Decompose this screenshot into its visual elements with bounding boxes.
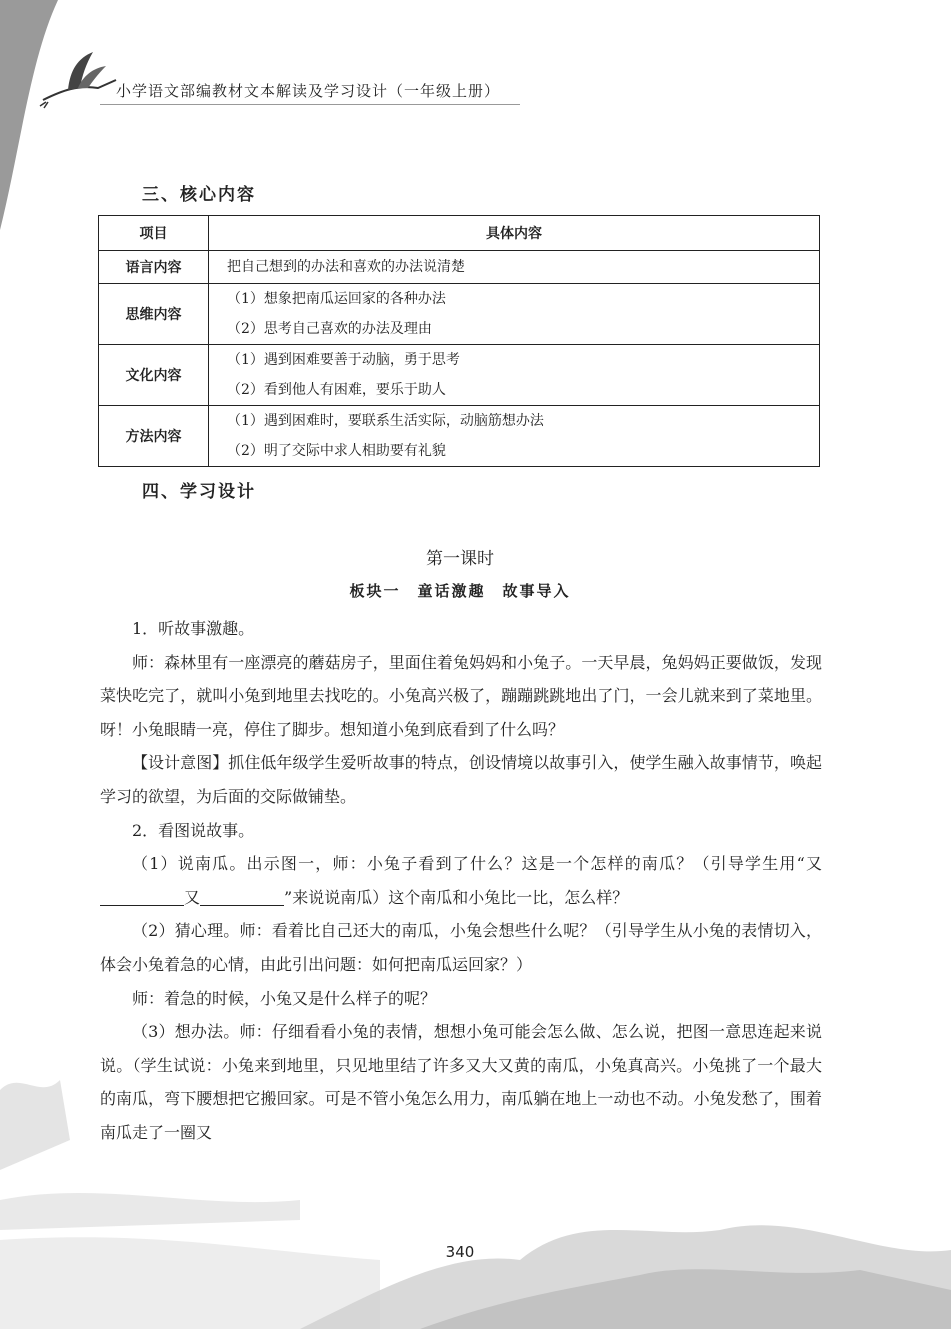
table-header-detail: 具体内容 bbox=[209, 216, 820, 251]
table-row-category: 文化内容 bbox=[99, 345, 209, 406]
fill-text-before: （1）说南瓜。出示图一，师：小兔子看到了什么？这是一个怎样的南瓜？（引导学生用“又 bbox=[132, 854, 822, 874]
section-title-learning-design: 四、学习设计 bbox=[142, 482, 256, 502]
table-row-category: 思维内容 bbox=[99, 284, 209, 345]
content-line: （2）看到他人有困难，要乐于助人 bbox=[227, 382, 446, 398]
content-line: （1）想象把南瓜运回家的各种办法 bbox=[227, 291, 446, 307]
table-row-category: 语言内容 bbox=[99, 251, 209, 284]
header-divider bbox=[100, 104, 520, 105]
table-header-item: 项目 bbox=[99, 216, 209, 251]
fill-text-after: ”来说说南瓜）这个南瓜和小兔比一比，怎么样？ bbox=[284, 887, 629, 907]
table-row-content bbox=[209, 284, 820, 345]
running-header-title: 小学语文部编教材文本解读及学习设计（一年级上册） bbox=[116, 82, 501, 100]
table-row-category: 方法内容 bbox=[99, 406, 209, 467]
table-row bbox=[99, 406, 820, 467]
crane-logo-icon bbox=[38, 50, 118, 110]
table-header-row bbox=[99, 216, 820, 251]
table-row bbox=[99, 345, 820, 406]
table-row-content bbox=[209, 406, 820, 467]
paragraph: 【设计意图】抓住低年级学生爱听故事的特点，创设情境以故事引入，使学生融入故事情节，唤起学习的欲望，为后面的交际做铺垫。 bbox=[100, 753, 822, 806]
core-content-table bbox=[98, 215, 820, 467]
fill-blank bbox=[100, 889, 184, 906]
content-line: 把自己想到的办法和喜欢的办法说清楚 bbox=[227, 259, 465, 275]
decorative-side-shape-icon bbox=[0, 0, 90, 230]
paragraph: 师：森林里有一座漂亮的蘑菇房子，里面住着兔妈妈和小兔子。一天早晨，兔妈妈正要做饭，发现菜快吃完了，就叫小兔到地里去找吃的。小兔高兴极了，蹦蹦跳跳地出了门，一会儿就来到了菜地里。呀！小兔眼睛一亮，停住了脚步。想知道小兔到底看到了什么吗？ bbox=[100, 652, 822, 739]
paragraph-fill-in bbox=[100, 847, 822, 914]
fill-blank bbox=[200, 889, 284, 906]
paragraph: （3）想办法。师：仔细看看小兔的表情，想想小兔可能会怎么做、怎么说，把图一意思连起来说说。（学生试说：小兔来到地里，只见地里结了许多又大又黄的南瓜，小兔真高兴。小兔挑了一个最大的南瓜，弯下腰想把它搬回家。可是不管小兔怎么用力，南瓜躺在地上一动也不动。小兔发愁了，围着南瓜走了一圈又 bbox=[100, 1022, 822, 1142]
paragraph: （2）猜心理。师：看着比自己还大的南瓜，小兔会想些什么呢？（引导学生从小兔的表情切入，体会小兔着急的心情，由此引出问题：如何把南瓜运回家？） bbox=[100, 921, 822, 974]
table-row-content bbox=[209, 251, 820, 284]
paragraph: 2．看图说故事。 bbox=[132, 820, 255, 840]
paragraph: 1．听故事激趣。 bbox=[132, 619, 255, 638]
table-row-content bbox=[209, 345, 820, 406]
fill-text-middle: 又 bbox=[184, 887, 201, 907]
content-line: （1）遇到困难要善于动脑，勇于思考 bbox=[227, 352, 460, 368]
landscape-decoration-icon bbox=[0, 1060, 951, 1329]
section-title-core-content: 三、核心内容 bbox=[142, 185, 256, 205]
paragraph: 师：着急的时候，小兔又是什么样子的呢？ bbox=[132, 988, 437, 1008]
block-title: 板块一 童话激趣 故事导入 bbox=[349, 582, 571, 600]
page-number: 340 bbox=[445, 1243, 475, 1261]
content-line: （2）思考自己喜欢的办法及理由 bbox=[227, 321, 432, 337]
table-row bbox=[99, 284, 820, 345]
content-line: （1）遇到困难时，要联系生活实际，动脑筋想办法 bbox=[227, 413, 544, 429]
content-line: （2）明了交际中求人相助要有礼貌 bbox=[227, 443, 446, 459]
table-row bbox=[99, 251, 820, 284]
lesson-title: 第一课时 bbox=[426, 549, 494, 569]
